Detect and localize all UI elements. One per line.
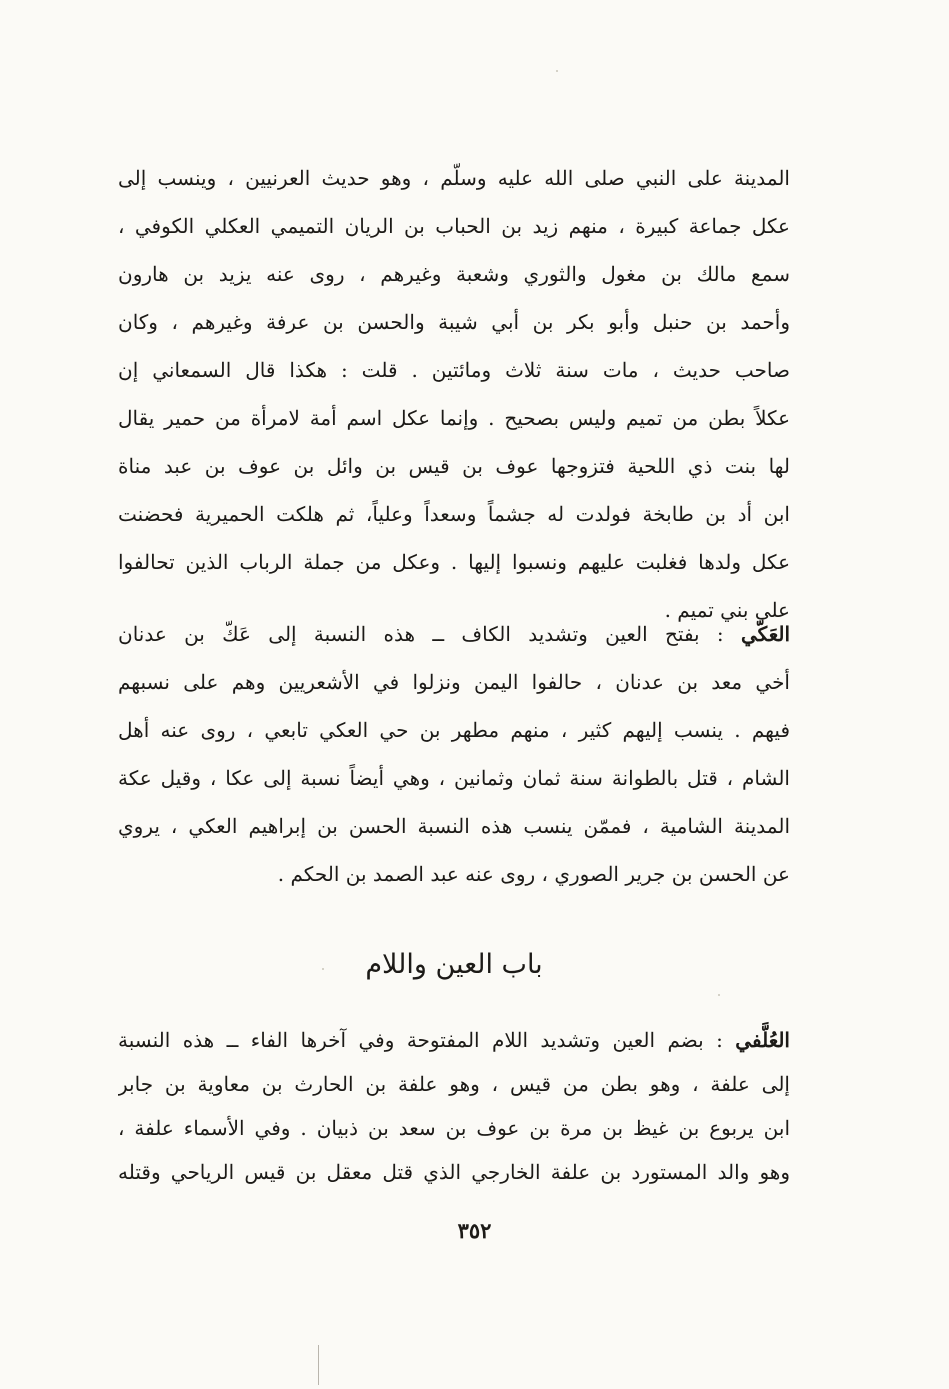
entry-definition-start: : بضم العين وتشديد اللام المفتوحة وفي آخرها الفاء ــ هذه النسبة [118, 1028, 736, 1052]
scan-speck [556, 70, 558, 72]
scan-margin-line [318, 1345, 319, 1385]
paragraph-1 [118, 154, 790, 634]
text-line: الشام ، قتل بالطوانة سنة ثمان وثمانين ، وهي أيضاً نسبة إلى عكا ، وقيل عكة [118, 766, 790, 790]
entry-headword: العُلَّفي [735, 1028, 790, 1052]
text-line: عكل جماعة كبيرة ، منهم زيد بن الحباب بن الريان التميمي العكلي الكوفي ، [118, 214, 790, 238]
text-line: المدينة على النبي صلى الله عليه وسلّم ، وهو حديث العرنيين ، وينسب إلى [118, 166, 790, 190]
scan-speck [322, 968, 324, 970]
entry-first-line [118, 1018, 790, 1062]
text-line: إلى علفة ، وهو بطن من قيس ، وهو علفة بن الحارث بن معاوية بن جابر [118, 1072, 790, 1096]
text-line: أخي معد بن عدنان ، حالفوا اليمن ونزلوا في الأشعريين وهم على نسبهم [118, 670, 790, 694]
text-line: على بني تميم . [664, 598, 790, 622]
text-line: المدينة الشامية ، فممّن ينسب هذه النسبة الحسن بن إبراهيم العكي ، يروي [118, 814, 790, 838]
text-line: عكل ولدها فغلبت عليهم ونسبوا إليها . وعكل من جملة الرباب الذين تحالفوا [118, 550, 790, 574]
entry-first-line [118, 610, 790, 658]
text-line: عكلاً بطن من تميم وليس بصحيح . وإنما عكل اسم أمة لامرأة من حمير يقال [118, 406, 790, 430]
text-line: عن الحسن بن جرير الصوري ، روى عنه عبد الصمد بن الحكم . [277, 862, 790, 886]
text-line: ابن أد بن طابخة فولدت له جشماً وسعداً وعلياً، ثم هلكت الحميرية فحضنت [118, 502, 790, 526]
text-line: وأحمد بن حنبل وأبو بكر بن أبي شيبة والحسن بن عرفة وغيرهم ، وكان [118, 310, 790, 334]
entry-definition-start: : بفتح العين وتشديد الكاف ــ هذه النسبة إلى عَكّ بن عدنان [118, 622, 741, 646]
paragraph-3 [118, 1018, 790, 1194]
text-line: لها بنت ذي اللحية فتزوجها عوف بن قيس بن وائل بن عوف بن عبد مناة [118, 454, 790, 478]
text-line: ابن يربوع بن غيظ بن مرة بن عوف بن سعد بن ذبيان . وفي الأسماء علفة ، [118, 1116, 790, 1140]
page-number: ٣٥٢ [457, 1218, 492, 1243]
text-line: وهو والد المستورد بن علفة الخارجي الذي قتل معقل بن قيس الرياحي وقتله [118, 1160, 790, 1184]
text-line: فيهم . ينسب إليهم كثير ، منهم مطهر بن حي العكي تابعي ، روى عنه أهل [118, 718, 790, 742]
entry-headword: العَكّي [740, 622, 790, 646]
section-heading: باب العين واللام [365, 949, 543, 980]
scan-speck [718, 994, 720, 996]
text-line: سمع مالك بن مغول والثوري وشعبة وغيرهم ، روى عنه يزيد بن هارون [118, 262, 790, 286]
text-line: صاحب حديث ، مات سنة ثلاث ومائتين . قلت : هكذا قال السمعاني إن [118, 358, 790, 382]
paragraph-2 [118, 610, 790, 898]
